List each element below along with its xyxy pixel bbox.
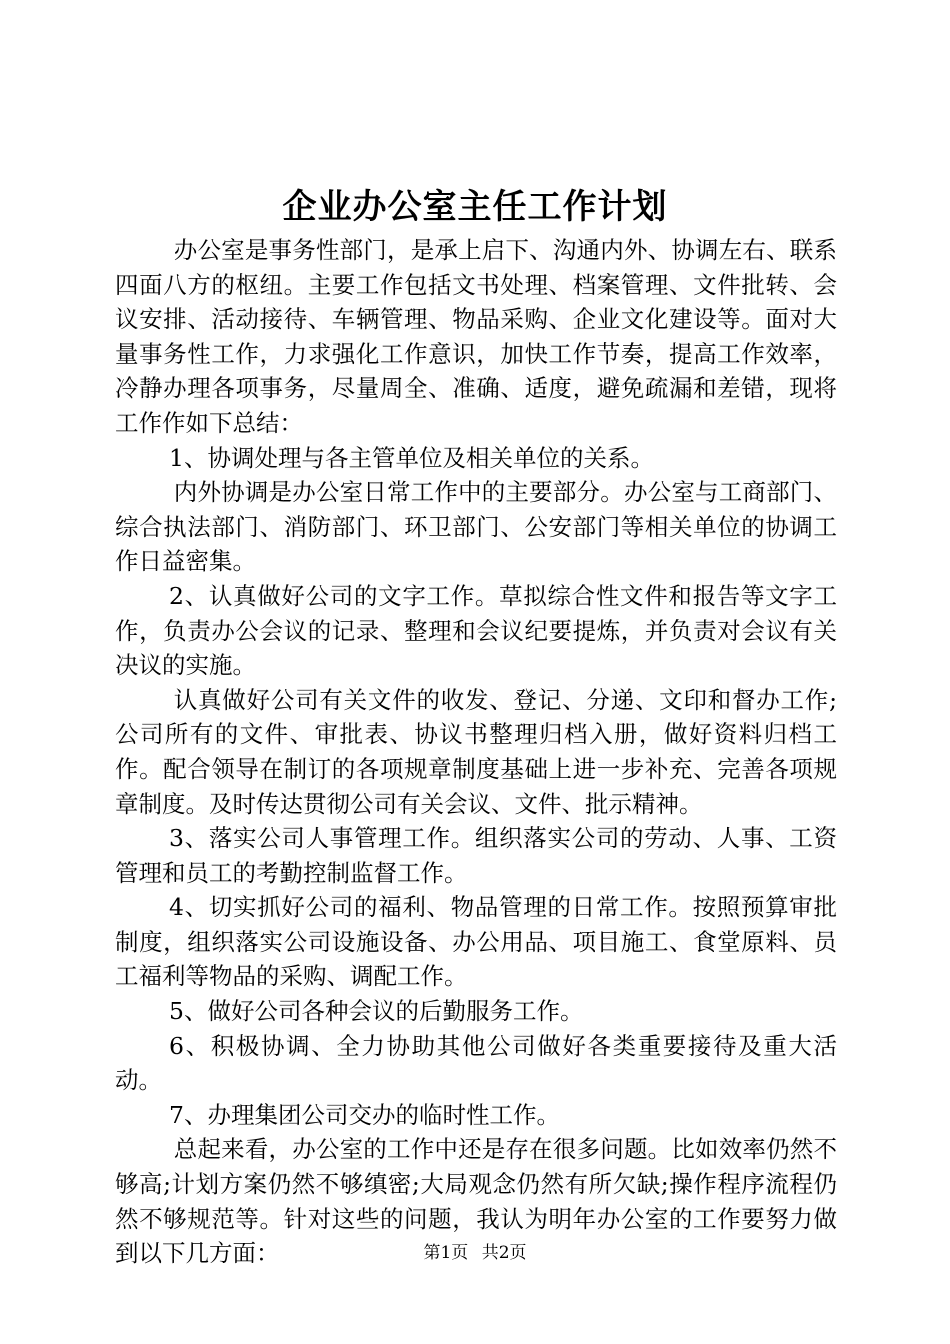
page-footer [0, 1241, 950, 1265]
paragraph-item-2: 2、认真做好公司的文字工作。草拟综合性文件和报告等文字工作，负责办公会议的记录、整理和会议纪要提炼，并负责对会议有关决议的实施。 [115, 581, 837, 680]
page-number: 第1页 [423, 1243, 469, 1263]
document-body [115, 233, 837, 1271]
paragraph-item-3: 3、落实公司人事管理工作。组织落实公司的劳动、人事、工资管理和员工的考勤控制监督工作。 [115, 824, 837, 887]
paragraph-item-5: 5、做好公司各种会议的后勤服务工作。 [169, 997, 584, 1026]
paragraph-item-4: 4、切实抓好公司的福利、物品管理的日常工作。按照预算审批制度，组织落实公司设施设备、办公用品、项目施工、食堂原料、员工福利等物品的采购、调配工作。 [115, 893, 837, 991]
paragraph-coordination: 内外协调是办公室日常工作中的主要部分。办公室与工商部门、综合执法部门、消防部门、环卫部门、公安部门等相关单位的协调工作日益密集。 [115, 478, 837, 576]
paragraph-summary: 总起来看，办公室的工作中还是存在很多问题。比如效率仍然不够高;计划方案仍然不够缜密;大局观念仍然有所欠缺;操作程序流程仍然不够规范等。针对这些的问题，我认为明年办公室的工作要努力做到以下几方面： [115, 1135, 837, 1268]
paragraph-intro: 办公室是事务性部门，是承上启下、沟通内外、协调左右、联系四面八方的枢纽。主要工作包括文书处理、档案管理、文件批转、会议安排、活动接待、车辆管理、物品采购、企业文化建设等。面对大量事务性工作，力求强化工作意识，加快工作节奏，提高工作效率，冷静办理各项事务，尽量周全、准确、适度，避免疏漏和差错，现将工作作如下总结： [115, 236, 837, 437]
paragraph-item-1: 1、协调处理与各主管单位及相关单位的关系。 [169, 443, 654, 472]
page-total: 共2页 [481, 1243, 527, 1263]
paragraph-documents: 认真做好公司有关文件的收发、登记、分递、文印和督办工作;公司所有的文件、审批表、协议书整理归档入册，做好资料归档工作。配合领导在制订的各项规章制度基础上进一步补充、完善各项规章制度。及时传达贯彻公司有关会议、文件、批示精神。 [115, 685, 837, 818]
paragraph-item-6: 6、积极协调、全力协助其他公司做好各类重要接待及重大活动。 [115, 1031, 837, 1095]
paragraph-item-7: 7、办理集团公司交办的临时性工作。 [169, 1100, 560, 1129]
page-title: 企业办公室主任工作计划 [282, 187, 668, 227]
